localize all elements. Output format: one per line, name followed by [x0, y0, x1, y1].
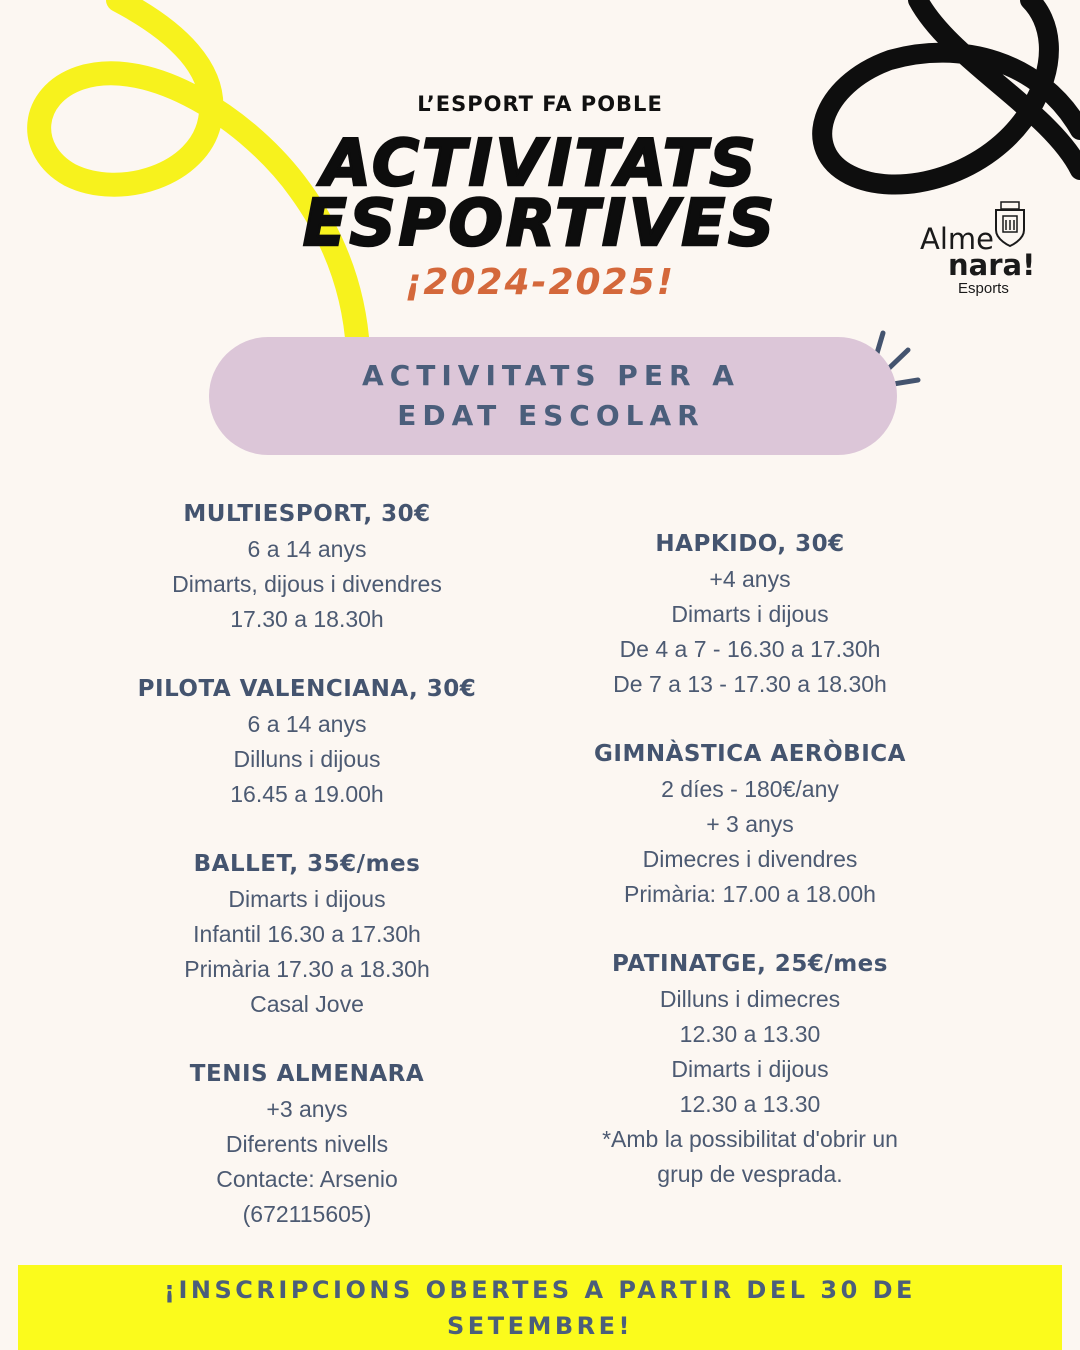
activity-line: De 7 a 13 - 17.30 a 18.30h [613, 671, 887, 697]
activity-title: PATINATGE, 25€/mes [612, 951, 888, 977]
activity-title: PILOTA VALENCIANA, 30€ [137, 676, 477, 702]
activity-title: MULTIESPORT, 30€ [183, 501, 431, 527]
activity-line: 16.45 a 19.00h [230, 781, 384, 807]
activity-title: HAPKIDO, 30€ [655, 531, 845, 557]
title-line-2: ESPORTIVES [302, 187, 778, 261]
activity-line: Dimarts i dijous [671, 1056, 829, 1082]
activity-line: Casal Jove [250, 991, 364, 1017]
activity-multiesport [77, 497, 537, 637]
activity-line: 2 díes - 180€/any [661, 776, 839, 802]
activity-line: 12.30 a 13.30 [679, 1091, 821, 1117]
activity-line: Primària 17.30 a 18.30h [184, 956, 430, 982]
activity-gimnastica-aerobica [520, 737, 980, 912]
almenara-esports-logo [912, 200, 1042, 300]
activity-title: TENIS ALMENARA [189, 1061, 425, 1087]
activity-line: grup de vesprada. [657, 1161, 843, 1187]
activity-title: BALLET, 35€/mes [193, 851, 421, 877]
activity-line: 17.30 a 18.30h [230, 606, 384, 632]
activity-line: De 4 a 7 - 16.30 a 17.30h [619, 636, 881, 662]
kicker-text: L’ESPORT FA POBLE [417, 92, 663, 116]
activity-line: + 3 anys [706, 811, 794, 837]
crest-icon [992, 200, 1028, 248]
activity-line: Dimarts i dijous [671, 601, 829, 627]
activity-line: +4 anys [709, 566, 791, 592]
section-heading [296, 356, 806, 436]
activity-tenis-almenara [77, 1057, 537, 1232]
logo-word-1: Alme [920, 222, 994, 256]
activity-line: Dilluns i dijous [233, 746, 381, 772]
logo-word-2: nara! [948, 248, 1036, 282]
banner-line-1: ¡INSCRIPCIONS OBERTES A PARTIR DEL 30 DE [164, 1276, 916, 1304]
title-line-1: ACTIVITATS [321, 127, 759, 201]
activity-line: (672115605) [242, 1201, 372, 1227]
activity-ballet [77, 847, 537, 1022]
activity-patinatge [520, 947, 980, 1192]
activity-line: +3 anys [266, 1096, 348, 1122]
activity-line: 12.30 a 13.30 [679, 1021, 821, 1047]
section-heading-line-1: ACTIVITATS PER A [362, 359, 740, 392]
activity-hapkido [520, 527, 980, 702]
season-years: ¡2024-2025! [404, 262, 676, 303]
activity-line: *Amb la possibilitat d'obrir un [602, 1126, 898, 1152]
logo-subtitle: Esports [958, 280, 1009, 297]
activity-line: 6 a 14 anys [247, 536, 367, 562]
activity-line: Dimarts, dijous i divendres [172, 571, 442, 597]
activity-line: Primària: 17.00 a 18.00h [624, 881, 876, 907]
activity-line: Diferents nivells [225, 1131, 389, 1157]
activity-pilota-valenciana [77, 672, 537, 812]
section-heading-line-2: EDAT ESCOLAR [397, 399, 705, 432]
activity-line: Dilluns i dimecres [659, 986, 841, 1012]
activity-line: Dimarts i dijous [228, 886, 386, 912]
activity-line: 6 a 14 anys [247, 711, 367, 737]
activity-line: Contacte: Arsenio [216, 1166, 398, 1192]
activity-title: GIMNÀSTICA AERÒBICA [594, 741, 906, 767]
activity-line: Dimecres i divendres [642, 846, 858, 872]
banner-line-2: SETEMBRE! [447, 1312, 633, 1340]
activity-line: Infantil 16.30 a 17.30h [193, 921, 421, 947]
registration-banner-text [140, 1272, 940, 1344]
